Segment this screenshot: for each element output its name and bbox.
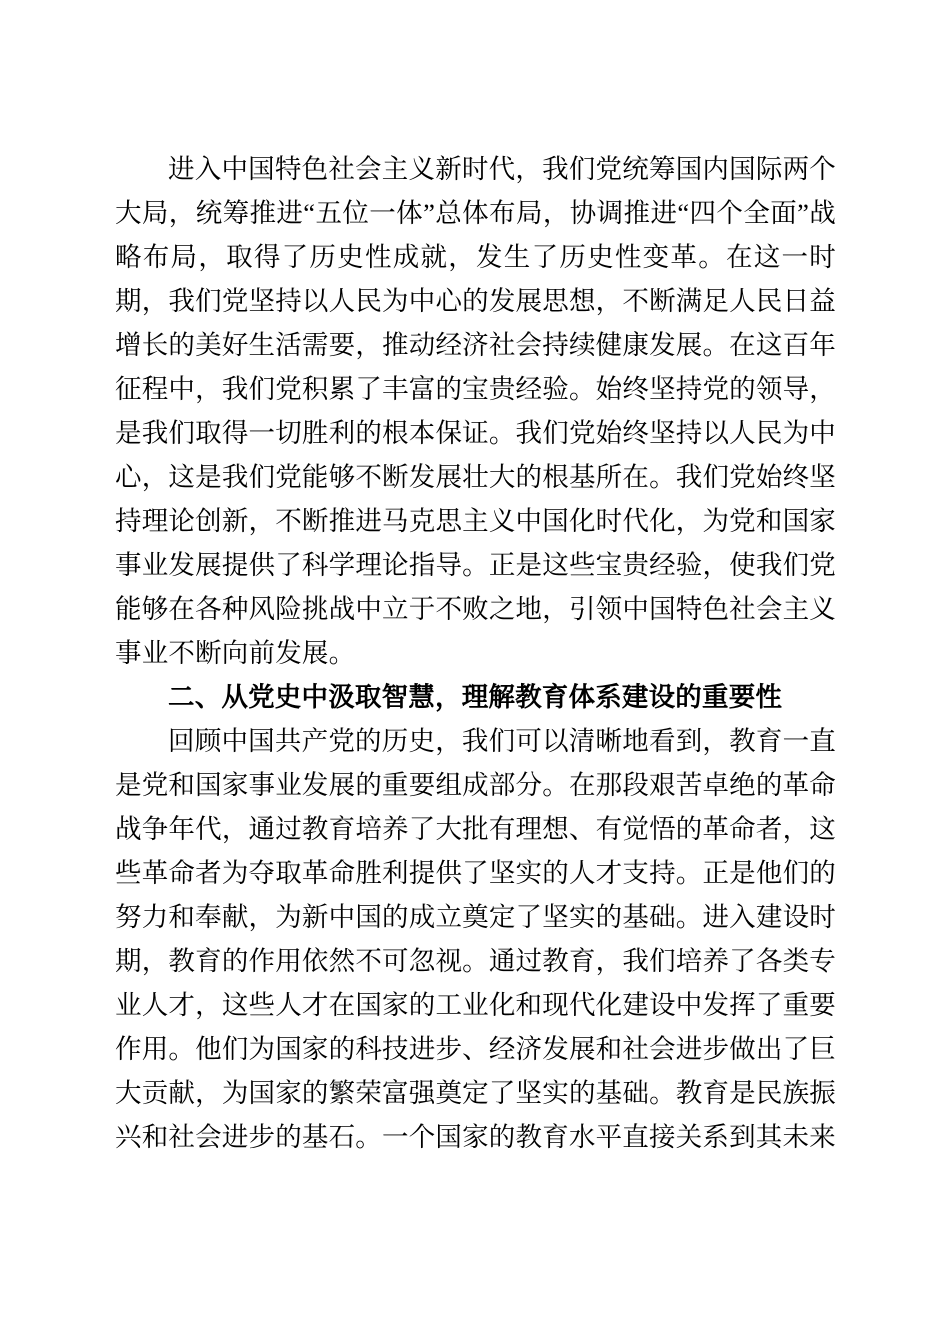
body-paragraph-2: 回顾中国共产党的历史，我们可以清晰地看到，教育一直是党和国家事业发展的重要组成部分。在那段艰苦卓绝的革命战争年代，通过教育培养了大批有理想、有觉悟的革命者，这些革命者为夺取革命胜利提供了坚实的人才支持。正是他们的努力和奉献，为新中国的成立奠定了坚实的基础。进入建设时期，教育的作用依然不可忽视。通过教育，我们培养了各类专业人才，这些人才在国家的工业化和现代化建设中发挥了重要作用。他们为国家的科技进步、经济发展和社会进步做出了巨大贡献，为国家的繁荣富强奠定了坚实的基础。教育是民族振兴和社会进步的基石。一个国家的教育水平直接关系到其未来 [115, 726, 836, 1152]
section-heading: 二、从党史中汲取智慧，理解教育体系建设的重要性 [168, 682, 783, 712]
body-paragraph-1: 进入中国特色社会主义新时代，我们党统筹国内国际两个大局，统筹推进“五位一体”总体布局，协调推进“四个全面”战略布局，取得了历史性成就，发生了历史性变革。在这一时期，我们党坚持以人民为中心的发展思想，不断满足人民日益增长的美好生活需要，推动经济社会持续健康发展。在这百年征程中，我们党积累了丰富的宝贵经验。始终坚持党的领导，是我们取得一切胜利的根本保证。我们党始终坚持以人民为中心，这是我们党能够不断发展壮大的根基所在。我们党始终坚持理论创新，不断推进马克思主义中国化时代化，为党和国家事业发展提供了科学理论指导。正是这些宝贵经验，使我们党能够在各种风险挑战中立于不败之地，引领中国特色社会主义事业不断向前发展。 [115, 154, 836, 668]
document-content [115, 147, 836, 1159]
